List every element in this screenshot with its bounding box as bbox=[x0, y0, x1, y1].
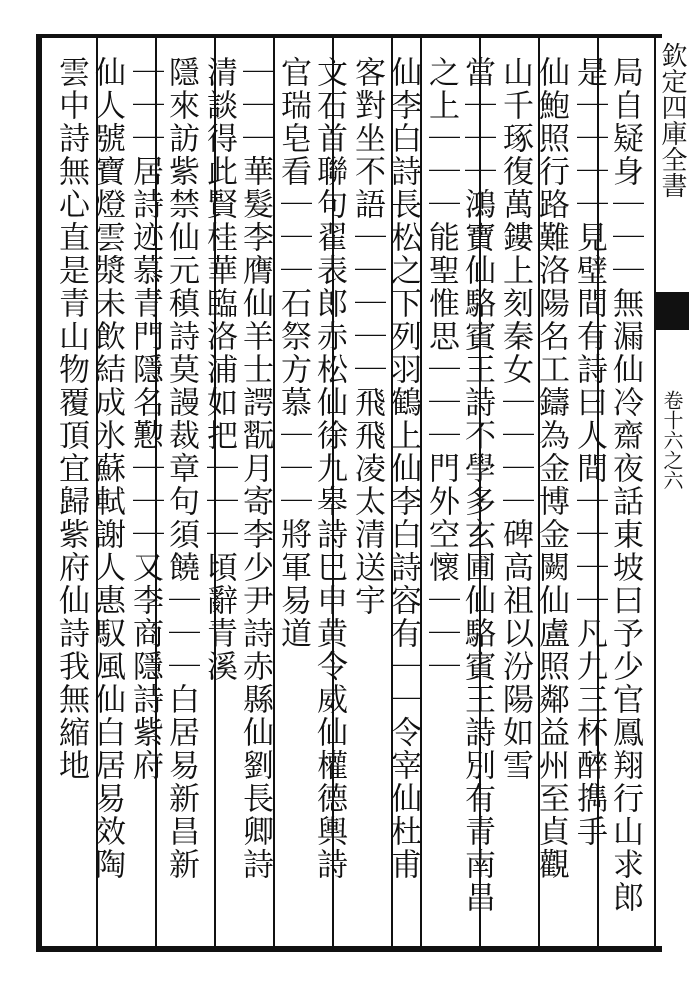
text-column-5: 當｜｜｜鴻寶仙駱賓王詩不學多玄圃仙駱賓王詩別有青南昌 bbox=[459, 56, 495, 914]
margin-volume-label: 卷十六之六 bbox=[660, 390, 684, 490]
text-column-9: 文石首聯句翟表郎赤松仙徐九皋詩巳申黄令威仙權德輿詩 bbox=[311, 56, 347, 881]
text-column-3: 仙鮑照行路難洛陽名工鑄為金博金闕仙盧照鄰益州至貞觀 bbox=[533, 56, 569, 881]
margin-title: 欽定四庫全書 bbox=[657, 42, 687, 198]
text-column-13: 隱來訪紫禁仙元稹詩莫謾裁章句須饒｜｜｜白居易新昌新 bbox=[163, 56, 199, 881]
text-column-8: 客對坐不語｜｜｜｜｜飛飛凌太清送宇 bbox=[349, 56, 385, 617]
text-column-10: 官瑞皂看｜｜｜石祭方慕｜｜｜將軍易道 bbox=[275, 56, 311, 650]
text-column-6: 之上｜｜｜能聖惟思｜｜｜門外空懷｜｜｜ bbox=[423, 56, 459, 683]
text-column-14: ｜｜｜居詩迹慕青門隱名懃｜｜｜又李商隱詩紫府 bbox=[127, 56, 163, 782]
text-column-7: 仙李白詩長松之下列羽鶴上仙李白詩容有｜｜令宰仙杜甫 bbox=[385, 56, 421, 881]
text-column-1: 局自疑身｜｜｜無漏仙冷齋夜話東坡曰予少官鳳翔行山求郎 bbox=[607, 56, 643, 914]
text-column-4: 山千琢復萬鏤上刻秦女｜｜｜｜碑高祖以汾陽如雪 bbox=[497, 56, 533, 782]
text-column-16: 雲中詩無心直是青山物覆頂宜歸紫府仙詩我無縮地 bbox=[53, 56, 89, 782]
text-column-2: 是｜｜｜｜見壁間有詩曰人間｜｜｜｜凡九三杯醉擕手 bbox=[571, 56, 607, 848]
fish-tail-mark bbox=[656, 292, 689, 330]
text-column-15: 仙人號寶燈雲漿未飲結成氷蘇軾謝人惠馭風仙白居易效陶 bbox=[89, 56, 125, 881]
text-column-12: 清談得此賢桂華臨洛浦如把｜｜｜頃辭青溪 bbox=[201, 56, 237, 683]
text-column-11: ｜｜｜華髮李膺仙羊士諤翫月寄李少尹詩赤縣仙劉長卿詩 bbox=[237, 56, 273, 881]
